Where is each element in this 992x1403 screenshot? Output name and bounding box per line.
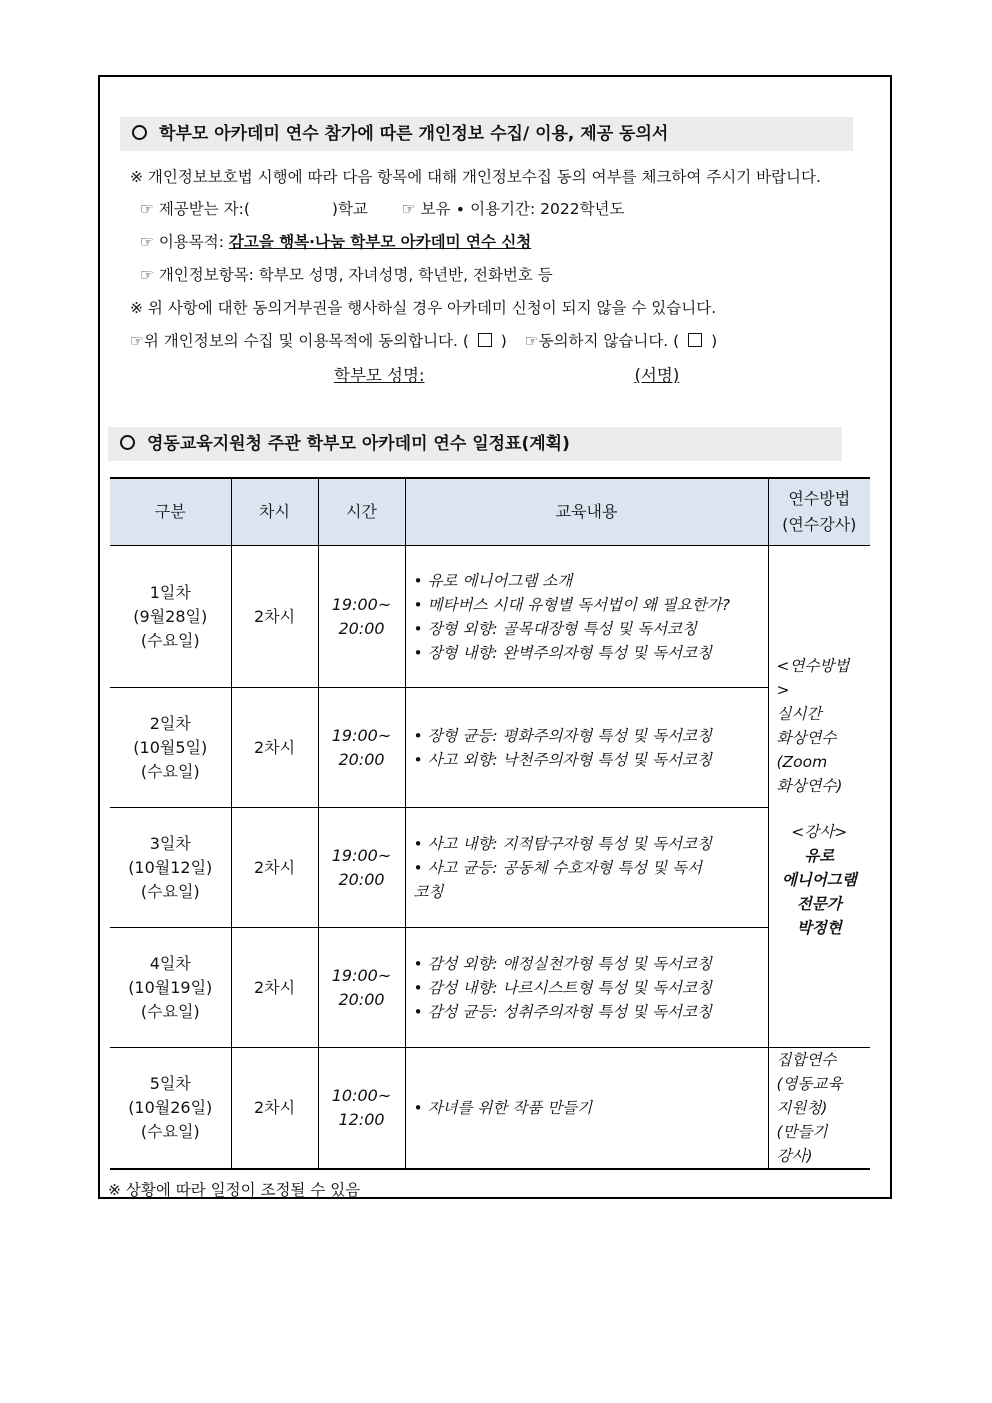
division-cell: 2일차 (10월5일) (수요일) xyxy=(110,688,231,808)
table-header-row xyxy=(110,478,870,546)
session-cell: 2차시 xyxy=(231,546,318,688)
division-cell: 4일차 (10월19일) (수요일) xyxy=(110,928,231,1048)
header-content: 교육내용 xyxy=(405,478,768,546)
session-cell: 2차시 xyxy=(231,688,318,808)
division-cell: 5일차 (10월26일) (수요일) xyxy=(110,1048,231,1170)
consent-period: ☞ 보유 ∙ 이용기간: 2022학년도 xyxy=(401,200,625,218)
schedule-table xyxy=(110,477,870,1170)
table-row xyxy=(110,808,870,928)
method-offline-cell: 집합연수 (영동교육 지원청) (만들기 강사) xyxy=(768,1048,870,1170)
circle-bullet-icon xyxy=(120,435,135,450)
table-row xyxy=(110,688,870,808)
consent-section-title: 학부모 아카데미 연수 참가에 따른 개인정보 수집/ 이용, 제공 동의서 xyxy=(120,117,853,151)
signature-line: 학부모 성명: (서명) xyxy=(334,366,680,385)
consent-notice: ※ 개인정보보호법 시행에 따라 다음 항목에 대해 개인정보수집 동의 여부를 체크하여 주시기 바랍니다. xyxy=(130,168,821,186)
consent-purpose-value: 감고을 행복∙나눔 학부모 아카데미 연수 신청 xyxy=(228,233,532,251)
session-cell: 2차시 xyxy=(231,1048,318,1170)
time-cell: 10:00~ 12:00 xyxy=(318,1048,405,1170)
session-cell: 2차시 xyxy=(231,808,318,928)
division-cell: 3일차 (10월12일) (수요일) xyxy=(110,808,231,928)
time-cell: 19:00~ 20:00 xyxy=(318,688,405,808)
consent-refusal: ※ 위 사항에 대한 동의거부권을 행사하실 경우 아카데미 신청이 되지 않을 수 있습니다. xyxy=(130,299,717,317)
method-online-cell: <연수방법> 실시간 화상연수 (Zoom 화상연수) <강사> 유로 에니어그램 전문가 박정현 xyxy=(768,546,870,1048)
division-cell: 1일차 (9월28일) (수요일) xyxy=(110,546,231,688)
header-time: 시간 xyxy=(318,478,405,546)
time-cell: 19:00~ 20:00 xyxy=(318,808,405,928)
content-cell: • 장형 균등: 평화주의자형 특성 및 독서코칭 • 사고 외향: 낙천주의자형 특성 및 독서코칭 xyxy=(405,688,768,808)
agree-checkbox[interactable] xyxy=(478,333,492,347)
consent-choice: ☞위 개인정보의 수집 및 이용목적에 동의합니다. ( ) ☞동의하지 않습니다. ( ) xyxy=(130,332,718,350)
content-cell: • 자녀를 위한 작품 만들기 xyxy=(405,1048,768,1170)
table-row xyxy=(110,546,870,688)
disagree-checkbox[interactable] xyxy=(688,333,702,347)
session-cell: 2차시 xyxy=(231,928,318,1048)
time-cell: 19:00~ 20:00 xyxy=(318,546,405,688)
content-cell: • 사고 내향: 지적탐구자형 특성 및 독서코칭 • 사고 균등: 공동체 수호자형 특성 및 독서 코칭 xyxy=(405,808,768,928)
consent-items: ☞ 개인정보항목: 학부모 성명, 자녀성명, 학년반, 전화번호 등 xyxy=(140,266,553,284)
content-cell: • 유로 에니어그램 소개 • 메타버스 시대 유형별 독서법이 왜 필요한가? • 장형 외향: 골목대장형 특성 및 독서코칭 • 장형 내향: 완벽주의자형 특성 및 독서코칭 xyxy=(405,546,768,688)
consent-purpose: ☞ 이용목적: 감고을 행복∙나눔 학부모 아카데미 연수 신청 xyxy=(140,233,532,251)
consent-recipient: ☞ 제공받는 자:( )학교 ☞ 보유 ∙ 이용기간: 2022학년도 xyxy=(140,200,625,218)
header-method: 연수방법 (연수강사) xyxy=(768,478,870,546)
table-row xyxy=(110,928,870,1048)
schedule-section-title: 영동교육지원청 주관 학부모 아카데미 연수 일정표(계획) xyxy=(108,427,842,461)
header-division: 구분 xyxy=(110,478,231,546)
circle-bullet-icon xyxy=(132,125,147,140)
disagree-label: ☞동의하지 않습니다. xyxy=(524,332,669,350)
agree-label: ☞위 개인정보의 수집 및 이용목적에 동의합니다. xyxy=(130,332,458,350)
schedule-note: ※ 상황에 따라 일정이 조정될 수 있음 xyxy=(108,1181,361,1199)
table-row xyxy=(110,1048,870,1170)
header-session: 차시 xyxy=(231,478,318,546)
time-cell: 19:00~ 20:00 xyxy=(318,928,405,1048)
content-cell: • 감성 외향: 애정실천가형 특성 및 독서코칭 • 감성 내향: 나르시스트형 특성 및 독서코칭 • 감성 균등: 성취주의자형 특성 및 독서코칭 xyxy=(405,928,768,1048)
